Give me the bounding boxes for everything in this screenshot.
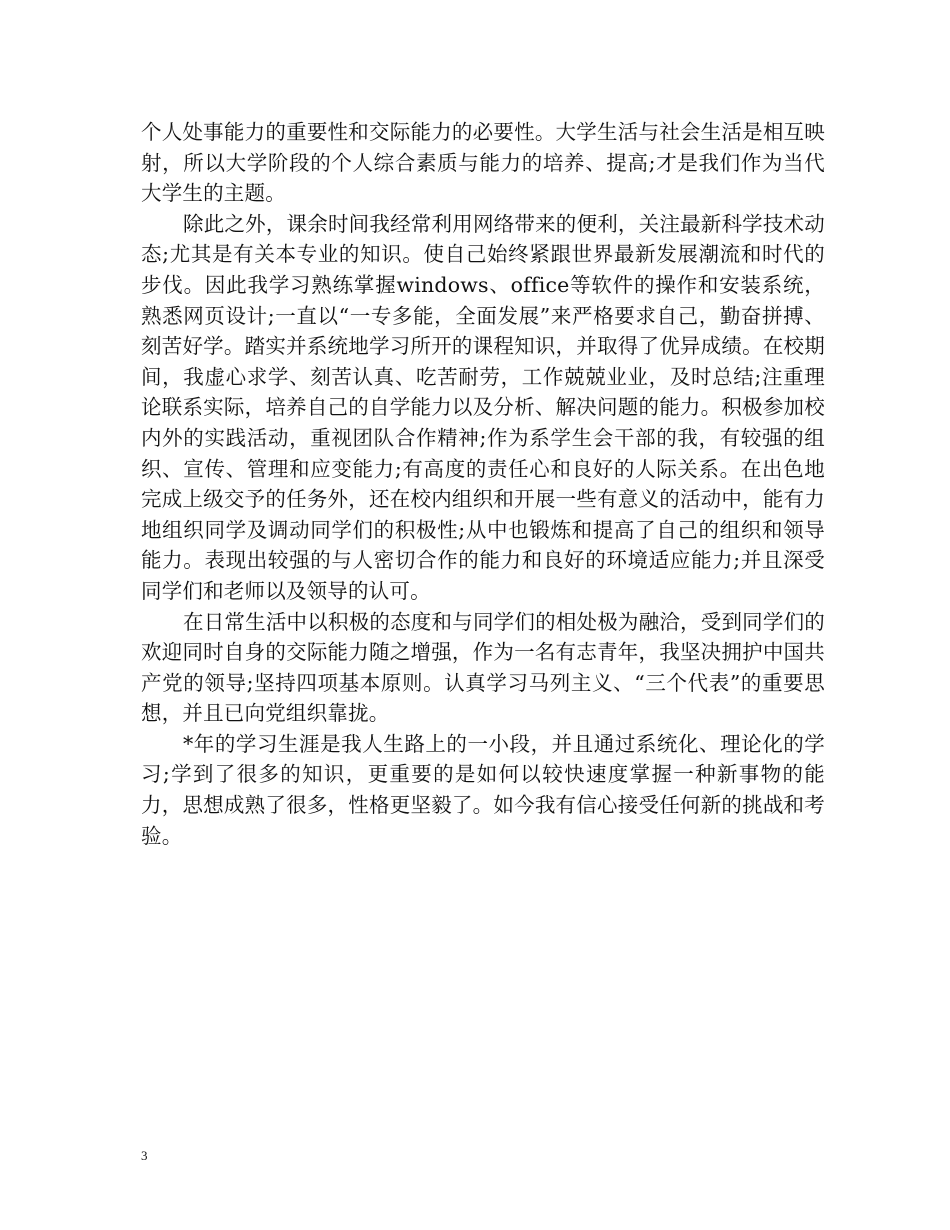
paragraph-1: 个人处事能力的重要性和交际能力的必要性。大学生活与社会生活是相互映射，所以大学阶段的个人综合素质与能力的培养、提高;才是我们作为当代大学生的主题。 (141, 120, 825, 206)
page-number: 3 (141, 1148, 148, 1163)
paragraph-3: 在日常生活中以积极的态度和与同学们的相处极为融洽，受到同学们的欢迎同时自身的交际能力随之增强，作为一名有志青年，我坚决拥护中国共产党的领导;坚持四项基本原则。认真学习马列主义、“三个代表”的重要思想，并且已向党组织靠拢。 (141, 609, 825, 726)
paragraph-4: *年的学习生涯是我人生路上的一小段，并且通过系统化、理论化的学习;学到了很多的知识，更重要的是如何以较快速度掌握一种新事物的能力，思想成熟了很多，性格更坚毅了。如今我有信心接受任何新的挑战和考验。 (141, 731, 825, 848)
body-text (141, 117, 825, 851)
paragraph-2: 除此之外，课余时间我经常利用网络带来的便利，关注最新科学技术动态;尤其是有关本专业的知识。使自己始终紧跟世界最新发展潮流和时代的步伐。因此我学习熟练掌握windows、office等软件的操作和安装系统，熟悉网页设计;一直以“一专多能，全面发展”来严格要求自己，勤奋拼搏、刻苦好学。踏实并系统地学习所开的课程知识，并取得了优异成绩。在校期间，我虚心求学、刻苦认真、吃苦耐劳，工作兢兢业业，及时总结;注重理论联系实际，培养自己的自学能力以及分析、解决问题的能力。积极参加校内外的实践活动，重视团队合作精神;作为系学生会干部的我，有较强的组织、宣传、管理和应变能力;有高度的责任心和良好的人际关系。在出色地完成上级交予的任务外，还在校内组织和开展一些有意义的活动中，能有力地组织同学及调动同学们的积极性;从中也锻炼和提高了自己的组织和领导能力。表现出较强的与人密切合作的能力和良好的环境适应能力;并且深受同学们和老师以及领导的认可。 (141, 211, 825, 603)
